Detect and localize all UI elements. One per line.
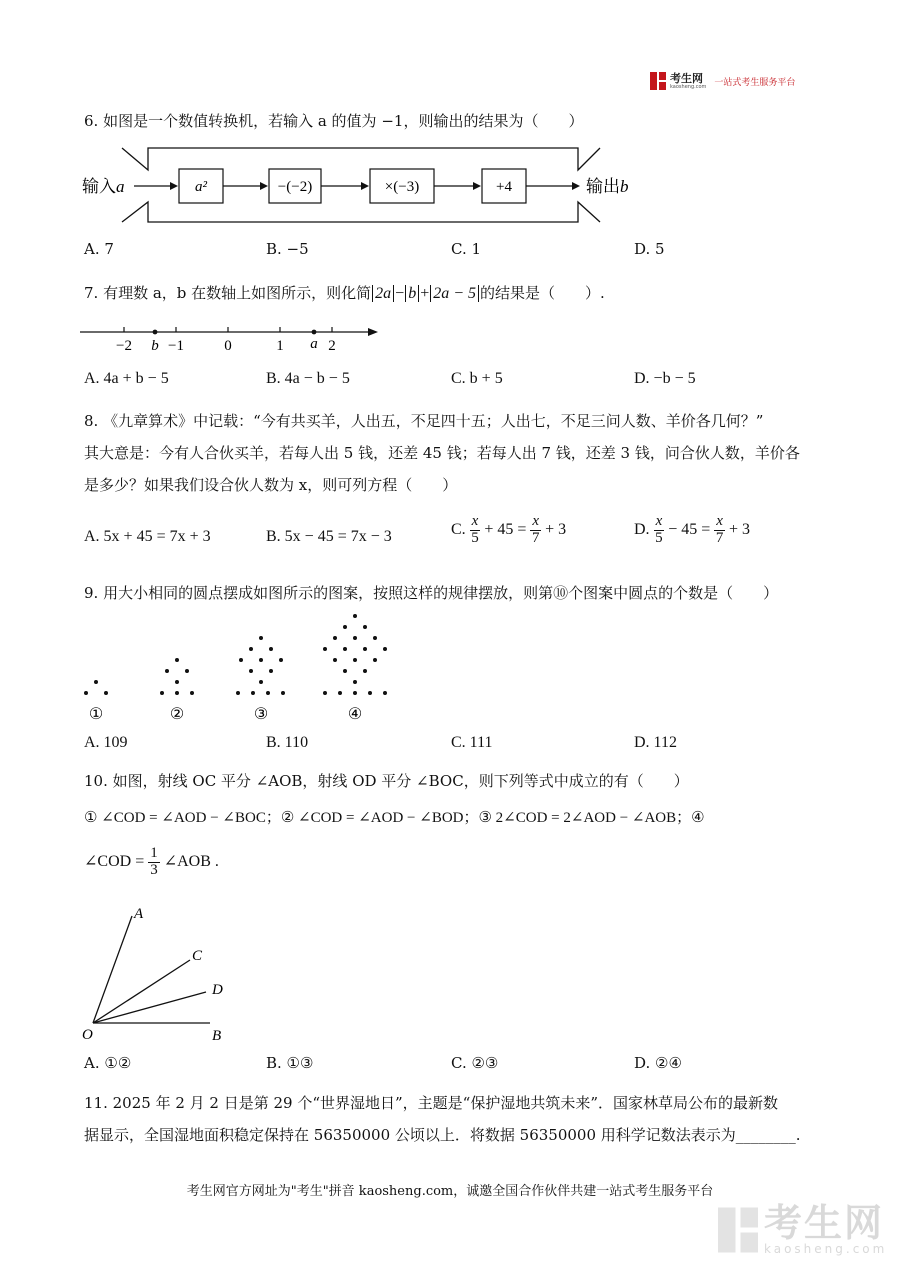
q6-input-label: 输入a: [82, 177, 125, 197]
q10-option-a[interactable]: A. ①②: [84, 1054, 132, 1072]
header-logo: [650, 72, 795, 90]
q6-stem: 6. 如图是一个数值转换机，若输入 a 的值为 −1，则输出的结果为（ ）: [84, 112, 584, 130]
q9-pattern-4: [323, 614, 387, 695]
q7-option-b[interactable]: B. 4a − b − 5: [266, 370, 350, 387]
q8-option-b[interactable]: B. 5x − 45 = 7x − 3: [266, 528, 392, 545]
watermark-name: 考生网: [764, 1201, 885, 1245]
q7-tick-1: 1: [276, 338, 284, 354]
label-a: A: [134, 906, 144, 922]
q6-box-2-label: −(−2): [277, 179, 313, 195]
q7-option-a[interactable]: A. 4a + b − 5: [84, 370, 169, 387]
q11-line-2: 据显示，全国湿地面积稳定保持在 56350000 公顷以上．将数据 56350000 用科学记数法表示为________.: [84, 1126, 801, 1144]
q7-abs-2a-5: 2a − 5: [430, 285, 479, 302]
q7-tick-neg2: −2: [116, 338, 132, 354]
q7-abs-2a: 2a: [372, 285, 394, 302]
q8-option-d-label: D.: [634, 520, 650, 538]
q9-option-d[interactable]: D. 112: [634, 734, 677, 751]
q7-option-d[interactable]: D. −b − 5: [634, 370, 696, 387]
q7-tick-neg1: −1: [168, 338, 184, 354]
ray-oc: [93, 960, 190, 1023]
q7-number-line: [78, 318, 388, 358]
q10-option-d[interactable]: D. ②④: [634, 1054, 682, 1072]
q8-option-d-frac-1: $\frac{x}{5}$: [655, 513, 663, 546]
watermark: [718, 1201, 888, 1256]
q7-tick-2: 2: [328, 338, 336, 354]
q10-frac-one-third: $\frac{1}{3}$: [150, 845, 158, 878]
q7-stem-prefix: 7. 有理数 a，b 在数轴上如图所示，则化简: [84, 284, 372, 302]
q7-tick-0: 0: [224, 338, 232, 354]
q7-tick-a: a: [310, 336, 318, 352]
q9-dot-patterns: [72, 605, 412, 725]
label-b: B: [212, 1028, 222, 1044]
q9-pattern-1: [84, 680, 108, 695]
q8-option-c-label: C.: [451, 520, 466, 538]
q6-option-a[interactable]: A. 7: [84, 240, 114, 258]
q7-tick-b: b: [151, 338, 159, 354]
logo-domain: kaosheng.com: [670, 83, 707, 90]
q10-equation-4: ∠COD = $\frac{1}{3}$ ∠AOB .: [84, 845, 219, 878]
q8-line-3: 是多少？如果我们设合伙人数为 x，则可列方程（ ）: [84, 476, 458, 494]
q11-line-1: 11. 2025 年 2 月 2 日是第 29 个“世界湿地日”，主题是“保护湿地共筑未来”．国家林草局公布的最新数: [84, 1094, 779, 1112]
q7-abs-b: b: [405, 285, 419, 302]
q9-pattern-2: [160, 658, 194, 695]
label-c: C: [192, 948, 203, 964]
logo-name: 考生网: [670, 71, 703, 85]
kaosheng-logo-icon: [650, 72, 666, 90]
q8-line-2: 其大意是：今有人合伙买羊，若每人出 5 钱，还差 45 钱；若每人出 7 钱，还差 3 钱，问合伙人数，羊价各: [84, 444, 800, 462]
q8-option-d-frac-2: $\frac{x}{7}$: [715, 513, 724, 546]
q8-option-c[interactable]: C. $\frac{x}{5}$ + 45 = $\frac{x}{7}$ + 3: [451, 513, 567, 546]
q8-option-c-frac-1: $\frac{x}{5}$: [471, 513, 479, 546]
q6-option-c[interactable]: C. 1: [451, 240, 482, 258]
q10-angle-figure: [80, 900, 250, 1050]
q9-label-1: ①: [88, 706, 104, 723]
q7-stem: 7. 有理数 a，b 在数轴上如图所示，则化简 2a − b + 2a − 5 的结果是（ ）.: [84, 284, 605, 302]
q6-option-d[interactable]: D. 5: [634, 240, 665, 258]
q8-line-1: 8. 《九章算术》中记载：“今有共买羊，人出五，不足四十五；人出七，不足三问人数、羊价各几何？”: [84, 412, 764, 430]
q9-label-2: ②: [169, 706, 185, 723]
logo-slogan: 一站式考生服务平台: [714, 77, 796, 88]
q9-option-b[interactable]: B. 110: [266, 734, 309, 751]
q10-stem: 10. 如图，射线 OC 平分 ∠AOB，射线 OD 平分 ∠BOC，则下列等式中成立的有（ ）: [84, 772, 689, 790]
label-d: D: [212, 982, 223, 998]
ray-oa: [93, 916, 132, 1023]
q9-pattern-3: [236, 636, 285, 695]
q6-box-1-label: a²: [195, 179, 207, 195]
q10-equations: ① ∠COD = ∠AOD − ∠BOC；② ∠COD = ∠AOD − ∠BOD；③ 2∠COD = 2∠AOD − ∠AOB；④: [84, 810, 705, 826]
ray-od: [93, 992, 206, 1023]
q9-label-4: ④: [347, 706, 363, 723]
label-o: O: [82, 1027, 93, 1043]
q9-label-3: ③: [253, 706, 269, 723]
q8-option-c-frac-2: $\frac{x}{7}$: [531, 513, 540, 546]
q7-point-a: [312, 330, 317, 335]
q6-output-label: 输出b: [586, 177, 629, 197]
q6-option-b[interactable]: B. −5: [266, 240, 309, 258]
q7-point-b: [153, 330, 158, 335]
q9-option-a[interactable]: A. 109: [84, 734, 128, 751]
watermark-domain: kaosheng.com: [764, 1242, 888, 1256]
q8-option-d[interactable]: D. $\frac{x}{5}$ − 45 = $\frac{x}{7}$ + 3: [634, 513, 750, 546]
q10-option-c[interactable]: C. ②③: [451, 1054, 499, 1072]
q9-option-c[interactable]: C. 111: [451, 734, 493, 751]
q6-box-3-label: ×(−3): [384, 179, 420, 195]
page-footer: 考生网官方网址为"考生"拼音 kaosheng.com，诚邀全国合作伙伴共建一站式考生服务平台: [186, 1184, 714, 1199]
q6-box-4-label: +4: [496, 179, 512, 195]
watermark-logo-icon: [718, 1207, 758, 1253]
q8-option-a[interactable]: A. 5x + 45 = 7x + 3: [84, 528, 211, 545]
q10-option-b[interactable]: B. ①③: [266, 1054, 314, 1072]
q6-converter-diagram: [78, 140, 658, 230]
q7-stem-suffix: 的结果是（ ）.: [480, 284, 605, 302]
q7-option-c[interactable]: C. b + 5: [451, 370, 503, 387]
q9-stem: 9. 用大小相同的圆点摆成如图所示的图案，按照这样的规律摆放，则第⑩个图案中圆点的个数是（ ）: [84, 584, 779, 602]
